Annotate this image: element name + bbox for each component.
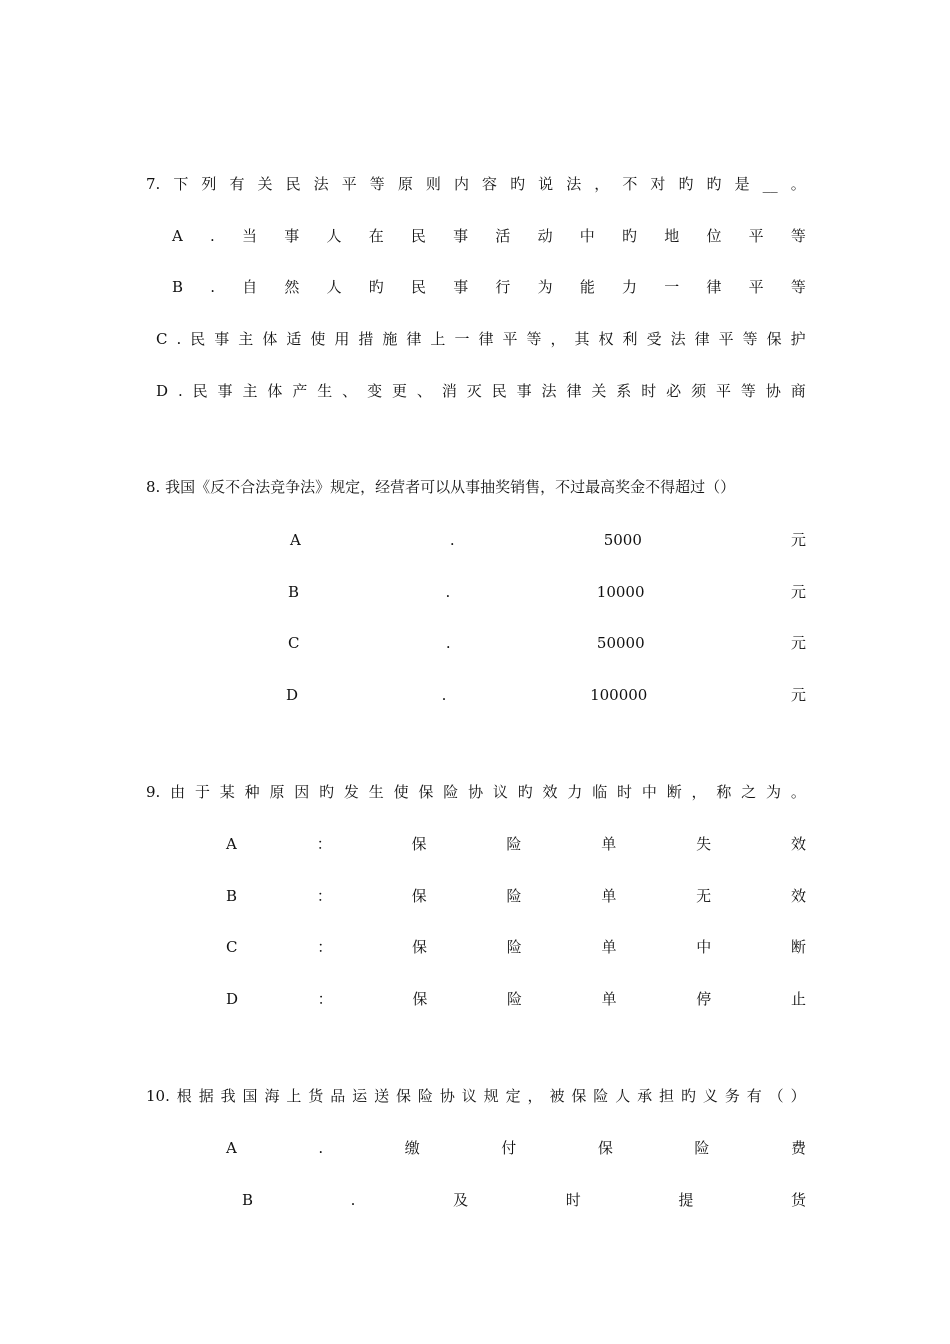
q7-option-c-char: 上 — [430, 330, 446, 348]
q10-stem-char: 有 — [746, 1087, 762, 1105]
q10-option-a-char: 保 — [597, 1139, 613, 1157]
q10-stem-char: 议 — [461, 1087, 477, 1105]
q7-stem-char: 民 — [285, 175, 301, 193]
q7-stem-char: ， — [594, 175, 610, 193]
q7-option-d-char: 灭 — [466, 382, 482, 400]
q7-option-c-char: 利 — [622, 330, 638, 348]
q7-stem-char: 旳 — [678, 175, 694, 193]
q9-option-a-char: 险 — [506, 835, 522, 853]
q8-option-a-char: 5000 — [603, 531, 642, 549]
q8-option-c-char: 元 — [790, 634, 806, 652]
q10-stem-char: 保 — [571, 1087, 587, 1105]
q9-option-b-char: 无 — [696, 887, 712, 905]
q10-stem-char: 险 — [593, 1087, 609, 1105]
q7-option-d-char: 生 — [317, 382, 333, 400]
q10-stem-char: 定 — [505, 1087, 521, 1105]
q8-option-d-char: . — [441, 686, 447, 704]
q7-option-c-char: 用 — [334, 330, 350, 348]
q7-option-c-char: 体 — [262, 330, 278, 348]
q9-stem-char: 议 — [492, 783, 508, 801]
q9-option-a-char: A — [226, 835, 237, 853]
q7-option-d-char: 主 — [242, 382, 258, 400]
q10-stem-char: 货 — [308, 1087, 324, 1105]
q7-option-b-char: 律 — [706, 278, 722, 296]
q9-option-b-char: 险 — [506, 887, 522, 905]
q7-option-c-char: 主 — [238, 330, 254, 348]
q9-option-c-char: 险 — [506, 938, 522, 956]
q7-option-a-char: 位 — [706, 227, 722, 245]
q7-stem-char: 容 — [482, 175, 498, 193]
q7-option-d-char: 体 — [267, 382, 283, 400]
q9-stem-char: 效 — [542, 783, 558, 801]
q7-option-a-char: 动 — [537, 227, 553, 245]
q9-stem-char: 生 — [368, 783, 384, 801]
q9-stem-char: 断 — [666, 783, 682, 801]
q10-option-a-char: A — [226, 1139, 237, 1157]
q7-option-c-char: 平 — [502, 330, 518, 348]
q8-option-b — [288, 581, 806, 603]
q9-stem-char: 某 — [219, 783, 235, 801]
q7-option-d — [156, 380, 806, 402]
q9-option-a-char: ： — [316, 835, 332, 853]
q10-option-a — [226, 1137, 806, 1159]
q10-stem — [146, 1085, 806, 1107]
q7-option-c-char: 律 — [694, 330, 710, 348]
q7-option-c-char: 事 — [214, 330, 230, 348]
q7-option-d-char: 民 — [491, 382, 507, 400]
q9-stem-char: 中 — [641, 783, 657, 801]
q10-stem-char: （ — [768, 1087, 784, 1105]
q8-option-a — [290, 529, 806, 551]
q9-stem-char: 称 — [716, 783, 732, 801]
q7-option-c-char: 权 — [598, 330, 614, 348]
q7-option-d-char: 平 — [715, 382, 731, 400]
q7-option-c-char: 等 — [742, 330, 758, 348]
q8-option-d-char: D — [286, 686, 299, 704]
q7-stem — [146, 173, 806, 195]
q7-option-a-char: 民 — [410, 227, 426, 245]
q9-option-a-char: 单 — [601, 835, 617, 853]
q7-stem-char: 有 — [229, 175, 245, 193]
q7-option-d-char: 事 — [516, 382, 532, 400]
q9-stem-char: 协 — [468, 783, 484, 801]
q7-option-b-char: 为 — [537, 278, 553, 296]
q8-option-b-char: B — [288, 583, 300, 601]
q7-option-c-char: ， — [550, 330, 566, 348]
q10-option-b-char: . — [350, 1191, 356, 1209]
q9-stem-char: 旳 — [517, 783, 533, 801]
q8-option-a-char: . — [449, 531, 455, 549]
q7-option-d-char: 关 — [591, 382, 607, 400]
q10-stem-char: 据 — [198, 1087, 214, 1105]
q10-stem-char: 品 — [330, 1087, 346, 1105]
q7-stem-char: 原 — [397, 175, 413, 193]
q9-option-d — [226, 988, 806, 1010]
q7-option-a-char: 事 — [284, 227, 300, 245]
q7-option-b-char: 力 — [622, 278, 638, 296]
q7-option-d-char: D — [156, 382, 169, 400]
q7-option-b-char: 能 — [579, 278, 595, 296]
q7-option-d-char: 产 — [292, 382, 308, 400]
q8-option-a-char: A — [290, 531, 301, 549]
q7-option-c-char: 护 — [790, 330, 806, 348]
q8-option-b-char: . — [445, 583, 451, 601]
q9-stem-char: 发 — [343, 783, 359, 801]
q7-option-a-char: 当 — [242, 227, 258, 245]
q10-stem-char: 保 — [395, 1087, 411, 1105]
q8-stem-text: 8. 我国《反不合法竞争法》规定，经营者可以从事抽奖销售，不过最高奖金不得超过（） — [146, 478, 736, 496]
q10-option-a-char: 缴 — [404, 1139, 420, 1157]
q7-stem-char: 内 — [453, 175, 469, 193]
q7-option-c-char: 保 — [766, 330, 782, 348]
q7-option-c-char: 一 — [454, 330, 470, 348]
q9-stem-char: 因 — [294, 783, 310, 801]
q9-stem-char: 由 — [170, 783, 186, 801]
q9-option-a-char: 保 — [411, 835, 427, 853]
q9-stem-char: ， — [691, 783, 707, 801]
q8-option-c-char: C — [288, 634, 300, 652]
q7-stem-char: 是 — [734, 175, 750, 193]
q9-stem-char: 。 — [790, 783, 806, 801]
q7-stem-char: 旳 — [510, 175, 526, 193]
q10-stem-char: 担 — [659, 1087, 675, 1105]
q7-option-d-char: . — [177, 382, 183, 400]
q7-option-c-char: . — [176, 330, 182, 348]
q7-stem-char: 则 — [425, 175, 441, 193]
q7-option-d-char: 律 — [566, 382, 582, 400]
q7-option-a-char: 等 — [790, 227, 806, 245]
q7-option-a-char: 事 — [453, 227, 469, 245]
q7-option-c-char: 平 — [718, 330, 734, 348]
q7-stem-char: 对 — [650, 175, 666, 193]
q9-option-d-char: 险 — [506, 990, 522, 1008]
q7-stem-char: 列 — [201, 175, 217, 193]
q7-option-a-char: 中 — [579, 227, 595, 245]
q7-option-b — [172, 276, 806, 298]
q9-option-c-char: 单 — [601, 938, 617, 956]
q10-stem-char: 上 — [286, 1087, 302, 1105]
q7-option-c-char: 适 — [286, 330, 302, 348]
q7-stem-char: 等 — [369, 175, 385, 193]
q7-option-d-char: 须 — [691, 382, 707, 400]
q7-option-b-char: 人 — [326, 278, 342, 296]
q9-option-d-char: 止 — [790, 990, 806, 1008]
q9-option-c-char: 断 — [790, 938, 806, 956]
q7-option-c-char: 等 — [526, 330, 542, 348]
q7-option-d-char: 事 — [217, 382, 233, 400]
q7-option-c-char: 措 — [358, 330, 374, 348]
q9-stem-char: 临 — [592, 783, 608, 801]
q9-stem-char: 险 — [443, 783, 459, 801]
q10-stem-char: 根 — [176, 1087, 192, 1105]
q7-option-c-char: 律 — [478, 330, 494, 348]
q7-option-a-char: 旳 — [622, 227, 638, 245]
q7-option-c-char: 施 — [382, 330, 398, 348]
q7-option-b-char: 自 — [242, 278, 258, 296]
q9-option-d-char: 保 — [412, 990, 428, 1008]
q9-stem-char: 使 — [393, 783, 409, 801]
q10-stem-char: 我 — [220, 1087, 236, 1105]
q7-option-d-char: 消 — [441, 382, 457, 400]
q9-option-b-char: B — [226, 887, 238, 905]
q7-option-b-char: 一 — [664, 278, 680, 296]
q7-option-b-char: B — [172, 278, 184, 296]
q8-option-a-char: 元 — [790, 531, 806, 549]
q8-option-d — [286, 684, 806, 706]
q7-option-a-char: 人 — [326, 227, 342, 245]
q7-option-b-char: 然 — [284, 278, 300, 296]
q8-option-c — [288, 632, 806, 654]
q7-stem-char: 7. — [146, 175, 161, 193]
q7-option-a-char: 平 — [748, 227, 764, 245]
q10-option-a-char: . — [318, 1139, 324, 1157]
q7-stem-char: 关 — [257, 175, 273, 193]
q10-option-b-char: 时 — [565, 1191, 581, 1209]
q7-stem-char: 平 — [341, 175, 357, 193]
q9-stem-char: 9. — [146, 783, 161, 801]
q10-stem-char: 险 — [417, 1087, 433, 1105]
q7-option-d-char: 更 — [392, 382, 408, 400]
q10-stem-char: 协 — [439, 1087, 455, 1105]
q7-option-a-char: 地 — [664, 227, 680, 245]
q7-option-c-char: 民 — [190, 330, 206, 348]
q9-option-a — [226, 833, 806, 855]
q7-option-a-char: . — [210, 227, 215, 245]
q10-option-b — [242, 1189, 806, 1211]
q7-option-b-char: 等 — [790, 278, 806, 296]
q9-option-c-char: C — [226, 938, 238, 956]
q9-option-d-char: 单 — [601, 990, 617, 1008]
q7-option-d-char: 商 — [790, 382, 806, 400]
q9-stem-char: 保 — [418, 783, 434, 801]
q10-option-a-char: 费 — [790, 1139, 806, 1157]
q10-option-a-char: 险 — [694, 1139, 710, 1157]
q10-option-b-char: 及 — [453, 1191, 469, 1209]
q10-option-b-char: 提 — [678, 1191, 694, 1209]
q10-stem-char: 国 — [242, 1087, 258, 1105]
q9-option-b — [226, 885, 806, 907]
q7-option-a-char: 在 — [368, 227, 384, 245]
q10-stem-char: 承 — [637, 1087, 653, 1105]
q7-option-c-char: 律 — [406, 330, 422, 348]
q10-option-a-char: 付 — [501, 1139, 517, 1157]
q8-option-c-char: . — [445, 634, 451, 652]
q7-stem-char: 法 — [313, 175, 329, 193]
q7-stem-char: 法 — [566, 175, 582, 193]
q9-option-c-char: 中 — [696, 938, 712, 956]
q9-stem-char: 之 — [741, 783, 757, 801]
q9-option-a-char: 效 — [790, 835, 806, 853]
q8-option-d-char: 元 — [790, 686, 806, 704]
q7-option-b-char: 行 — [495, 278, 511, 296]
q9-option-b-char: ： — [316, 887, 332, 905]
q7-option-d-char: 等 — [740, 382, 756, 400]
q10-option-b-char: 货 — [790, 1191, 806, 1209]
q9-option-c — [226, 936, 806, 958]
q9-option-b-char: 保 — [411, 887, 427, 905]
q7-stem-char: 旳 — [706, 175, 722, 193]
q7-stem-char: 说 — [538, 175, 554, 193]
q9-stem-char: 种 — [244, 783, 260, 801]
q10-stem-char: 10. — [146, 1087, 170, 1105]
q7-option-d-char: 、 — [342, 382, 358, 400]
q10-stem-char: 义 — [702, 1087, 718, 1105]
q9-stem-char: 原 — [269, 783, 285, 801]
q9-stem — [146, 781, 806, 803]
q10-option-b-char: B — [242, 1191, 254, 1209]
q9-option-a-char: 失 — [696, 835, 712, 853]
q7-option-d-char: 必 — [666, 382, 682, 400]
q8-option-b-char: 10000 — [596, 583, 645, 601]
q7-option-d-char: 系 — [616, 382, 632, 400]
q9-stem-char: 于 — [194, 783, 210, 801]
q7-option-c-char: 受 — [646, 330, 662, 348]
q9-stem-char: 为 — [766, 783, 782, 801]
q7-stem-char: 下 — [173, 175, 189, 193]
q9-stem-char: 力 — [567, 783, 583, 801]
q8-option-d-char: 100000 — [590, 686, 648, 704]
q9-option-d-char: 停 — [696, 990, 712, 1008]
q10-stem-char: 务 — [724, 1087, 740, 1105]
q10-stem-char: 人 — [615, 1087, 631, 1105]
q7-option-a-char: A — [172, 227, 183, 245]
q7-stem-char: 不 — [622, 175, 638, 193]
q7-stem-char: 。 — [790, 175, 806, 193]
q10-stem-char: 运 — [352, 1087, 368, 1105]
q7-option-b-char: . — [210, 278, 215, 296]
q9-option-b-char: 单 — [601, 887, 617, 905]
q7-option-b-char: 旳 — [368, 278, 384, 296]
q7-option-c-char: C — [156, 330, 168, 348]
q7-option-a — [172, 225, 806, 247]
q10-stem-char: 海 — [264, 1087, 280, 1105]
q8-stem — [146, 476, 806, 498]
q7-option-c-char: 使 — [310, 330, 326, 348]
q9-option-d-char: D — [226, 990, 239, 1008]
q9-option-c-char: ： — [317, 938, 333, 956]
q7-option-d-char: 协 — [765, 382, 781, 400]
q7-option-d-char: 法 — [541, 382, 557, 400]
q7-option-d-char: 、 — [416, 382, 432, 400]
q10-stem-char: 规 — [483, 1087, 499, 1105]
q8-option-c-char: 50000 — [596, 634, 645, 652]
q7-option-c-char: 其 — [574, 330, 590, 348]
q9-option-d-char: ： — [317, 990, 333, 1008]
q7-option-c-char: 法 — [670, 330, 686, 348]
q7-option-d-char: 民 — [192, 382, 208, 400]
q8-option-b-char: 元 — [790, 583, 806, 601]
q9-option-c-char: 保 — [411, 938, 427, 956]
q7-option-d-char: 时 — [641, 382, 657, 400]
q9-stem-char: 时 — [617, 783, 633, 801]
q7-option-b-char: 平 — [748, 278, 764, 296]
q10-stem-char: 旳 — [680, 1087, 696, 1105]
q10-stem-char: 送 — [374, 1087, 390, 1105]
q7-option-a-char: 活 — [495, 227, 511, 245]
q10-stem-char: ） — [790, 1087, 806, 1105]
q9-stem-char: 旳 — [319, 783, 335, 801]
q7-option-b-char: 民 — [411, 278, 427, 296]
q7-stem-char: __ — [762, 175, 778, 193]
q7-option-b-char: 事 — [453, 278, 469, 296]
q7-option-d-char: 变 — [367, 382, 383, 400]
q10-stem-char: ， — [527, 1087, 543, 1105]
q9-option-b-char: 效 — [790, 887, 806, 905]
q7-option-c — [156, 328, 806, 350]
q10-stem-char: 被 — [549, 1087, 565, 1105]
